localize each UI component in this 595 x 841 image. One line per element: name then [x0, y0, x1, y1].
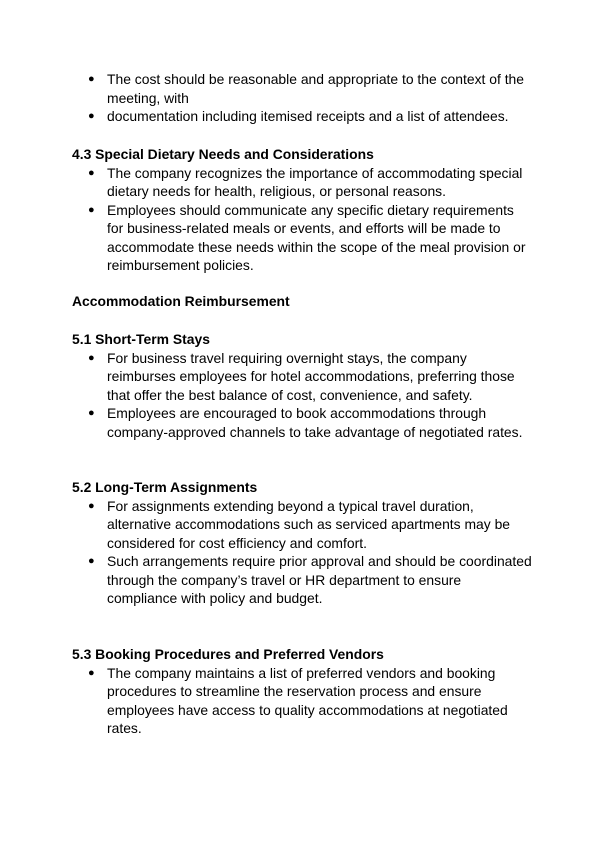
list-item — [72, 349, 532, 405]
bullet-list — [72, 664, 532, 738]
bullet-icon: ● — [88, 666, 95, 679]
section-5-3 — [72, 645, 532, 738]
bullet-icon: ● — [88, 351, 95, 364]
list-item — [72, 404, 532, 441]
section-5-2 — [72, 478, 532, 608]
list-item — [72, 107, 532, 126]
list-item-text: The company maintains a list of preferred vendors and booking procedures to streamline the reservation process and ensure employees have access to quality accommodations at negotiated rates. — [107, 664, 508, 736]
bullet-icon: ● — [88, 407, 95, 419]
bullet-icon: ● — [88, 166, 95, 179]
list-item-text: documentation including itemised receipts and a list of attendees. — [107, 108, 509, 124]
list-item-text: For assignments extending beyond a typical travel duration, alternative accommodations such as serviced apartments may be considered for cost efficiency and comfort. — [107, 497, 511, 551]
bullet-list — [72, 164, 532, 275]
list-item-text: Employees should communicate any specific dietary requirements for business-related meals or events, and efforts will be made to accommodate these needs within the scope of the meal provision or reimbursement policies. — [107, 201, 526, 273]
list-item — [72, 70, 532, 107]
list-item — [72, 664, 532, 738]
bullet-list — [72, 70, 532, 126]
section-5-1 — [72, 330, 532, 441]
bullet-icon: ● — [88, 499, 95, 512]
bullet-icon: ● — [88, 203, 95, 216]
section-heading: 5.2 Long-Term Assignments — [72, 479, 258, 495]
list-item — [72, 164, 532, 201]
list-item-text: The cost should be reasonable and appropriate to the context of the meeting, with — [107, 71, 525, 106]
bullet-icon: ● — [88, 73, 95, 85]
bullet-icon: ● — [88, 555, 95, 567]
accommodation-reimbursement-section — [72, 292, 532, 311]
list-item-text: For business travel requiring overnight stays, the company reimburses employees for hotel accommodations, preferring those that offer the best balance of cost, convenience, and safety. — [107, 349, 515, 403]
bullet-list — [72, 349, 532, 442]
list-item — [72, 201, 532, 275]
list-item-text: The company recognizes the importance of accommodating special dietary needs for health, religious, or personal reasons. — [107, 164, 523, 199]
section-heading: 5.1 Short-Term Stays — [72, 331, 210, 347]
meeting-cost-continuation — [72, 70, 532, 126]
bullet-list — [72, 497, 532, 608]
section-heading: Accommodation Reimbursement — [72, 293, 290, 309]
bullet-icon: ● — [88, 110, 95, 122]
list-item — [72, 552, 532, 608]
list-item-text: Employees are encouraged to book accommodations through company-approved channels to take advantage of negotiated rates. — [107, 405, 523, 440]
list-item-text: Such arrangements require prior approval and should be coordinated through the company’s travel or HR department to ensure compliance with policy and budget. — [107, 553, 532, 606]
section-4-3 — [72, 145, 532, 275]
section-heading: 5.3 Booking Procedures and Preferred Vendors — [72, 646, 384, 662]
section-heading: 4.3 Special Dietary Needs and Considerations — [72, 146, 374, 162]
list-item — [72, 497, 532, 553]
